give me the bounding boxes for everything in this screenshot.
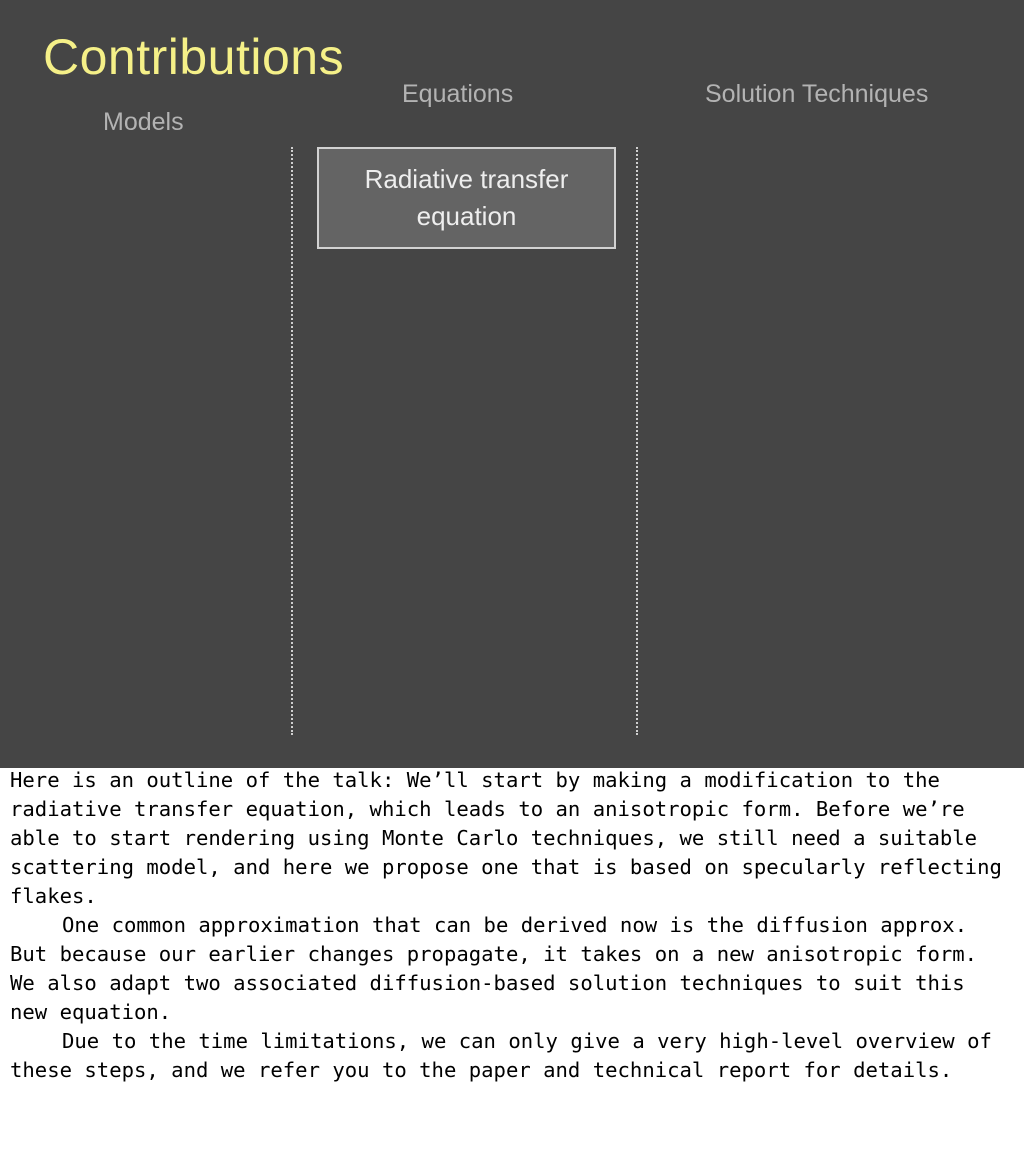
column-heading-solution-techniques: Solution Techniques — [705, 80, 929, 108]
equation-box-label: Radiative transfer equation — [364, 164, 569, 231]
column-heading-equations: Equations — [402, 80, 514, 108]
equation-box-radiative-transfer — [317, 147, 616, 249]
speaker-notes — [10, 766, 1014, 1085]
column-heading-models: Models — [103, 108, 184, 136]
notes-paragraph-3: Due to the time limitations, we can only give a very high-level overview of these steps, and we refer you to the paper and technical report for details. — [10, 1029, 992, 1082]
slide-title: Contributions — [43, 29, 345, 85]
column-divider-left — [291, 147, 293, 735]
column-divider-right — [636, 147, 638, 735]
notes-paragraph-2: One common approximation that can be derived now is the diffusion approx. But because our earlier changes propagate, it takes on a new anisotropic form. We also adapt two associated diffusion-based solution techniques to suit this new equation. — [10, 913, 978, 1024]
notes-paragraph-1: Here is an outline of the talk: We’ll start by making a modification to the radiative transfer equation, which leads to an anisotropic form. Before we’re able to start rendering using Monte Carlo techniques, we still need a suitable scattering model, and here we propose one that is based on specularly reflecting flakes. — [10, 768, 1002, 908]
